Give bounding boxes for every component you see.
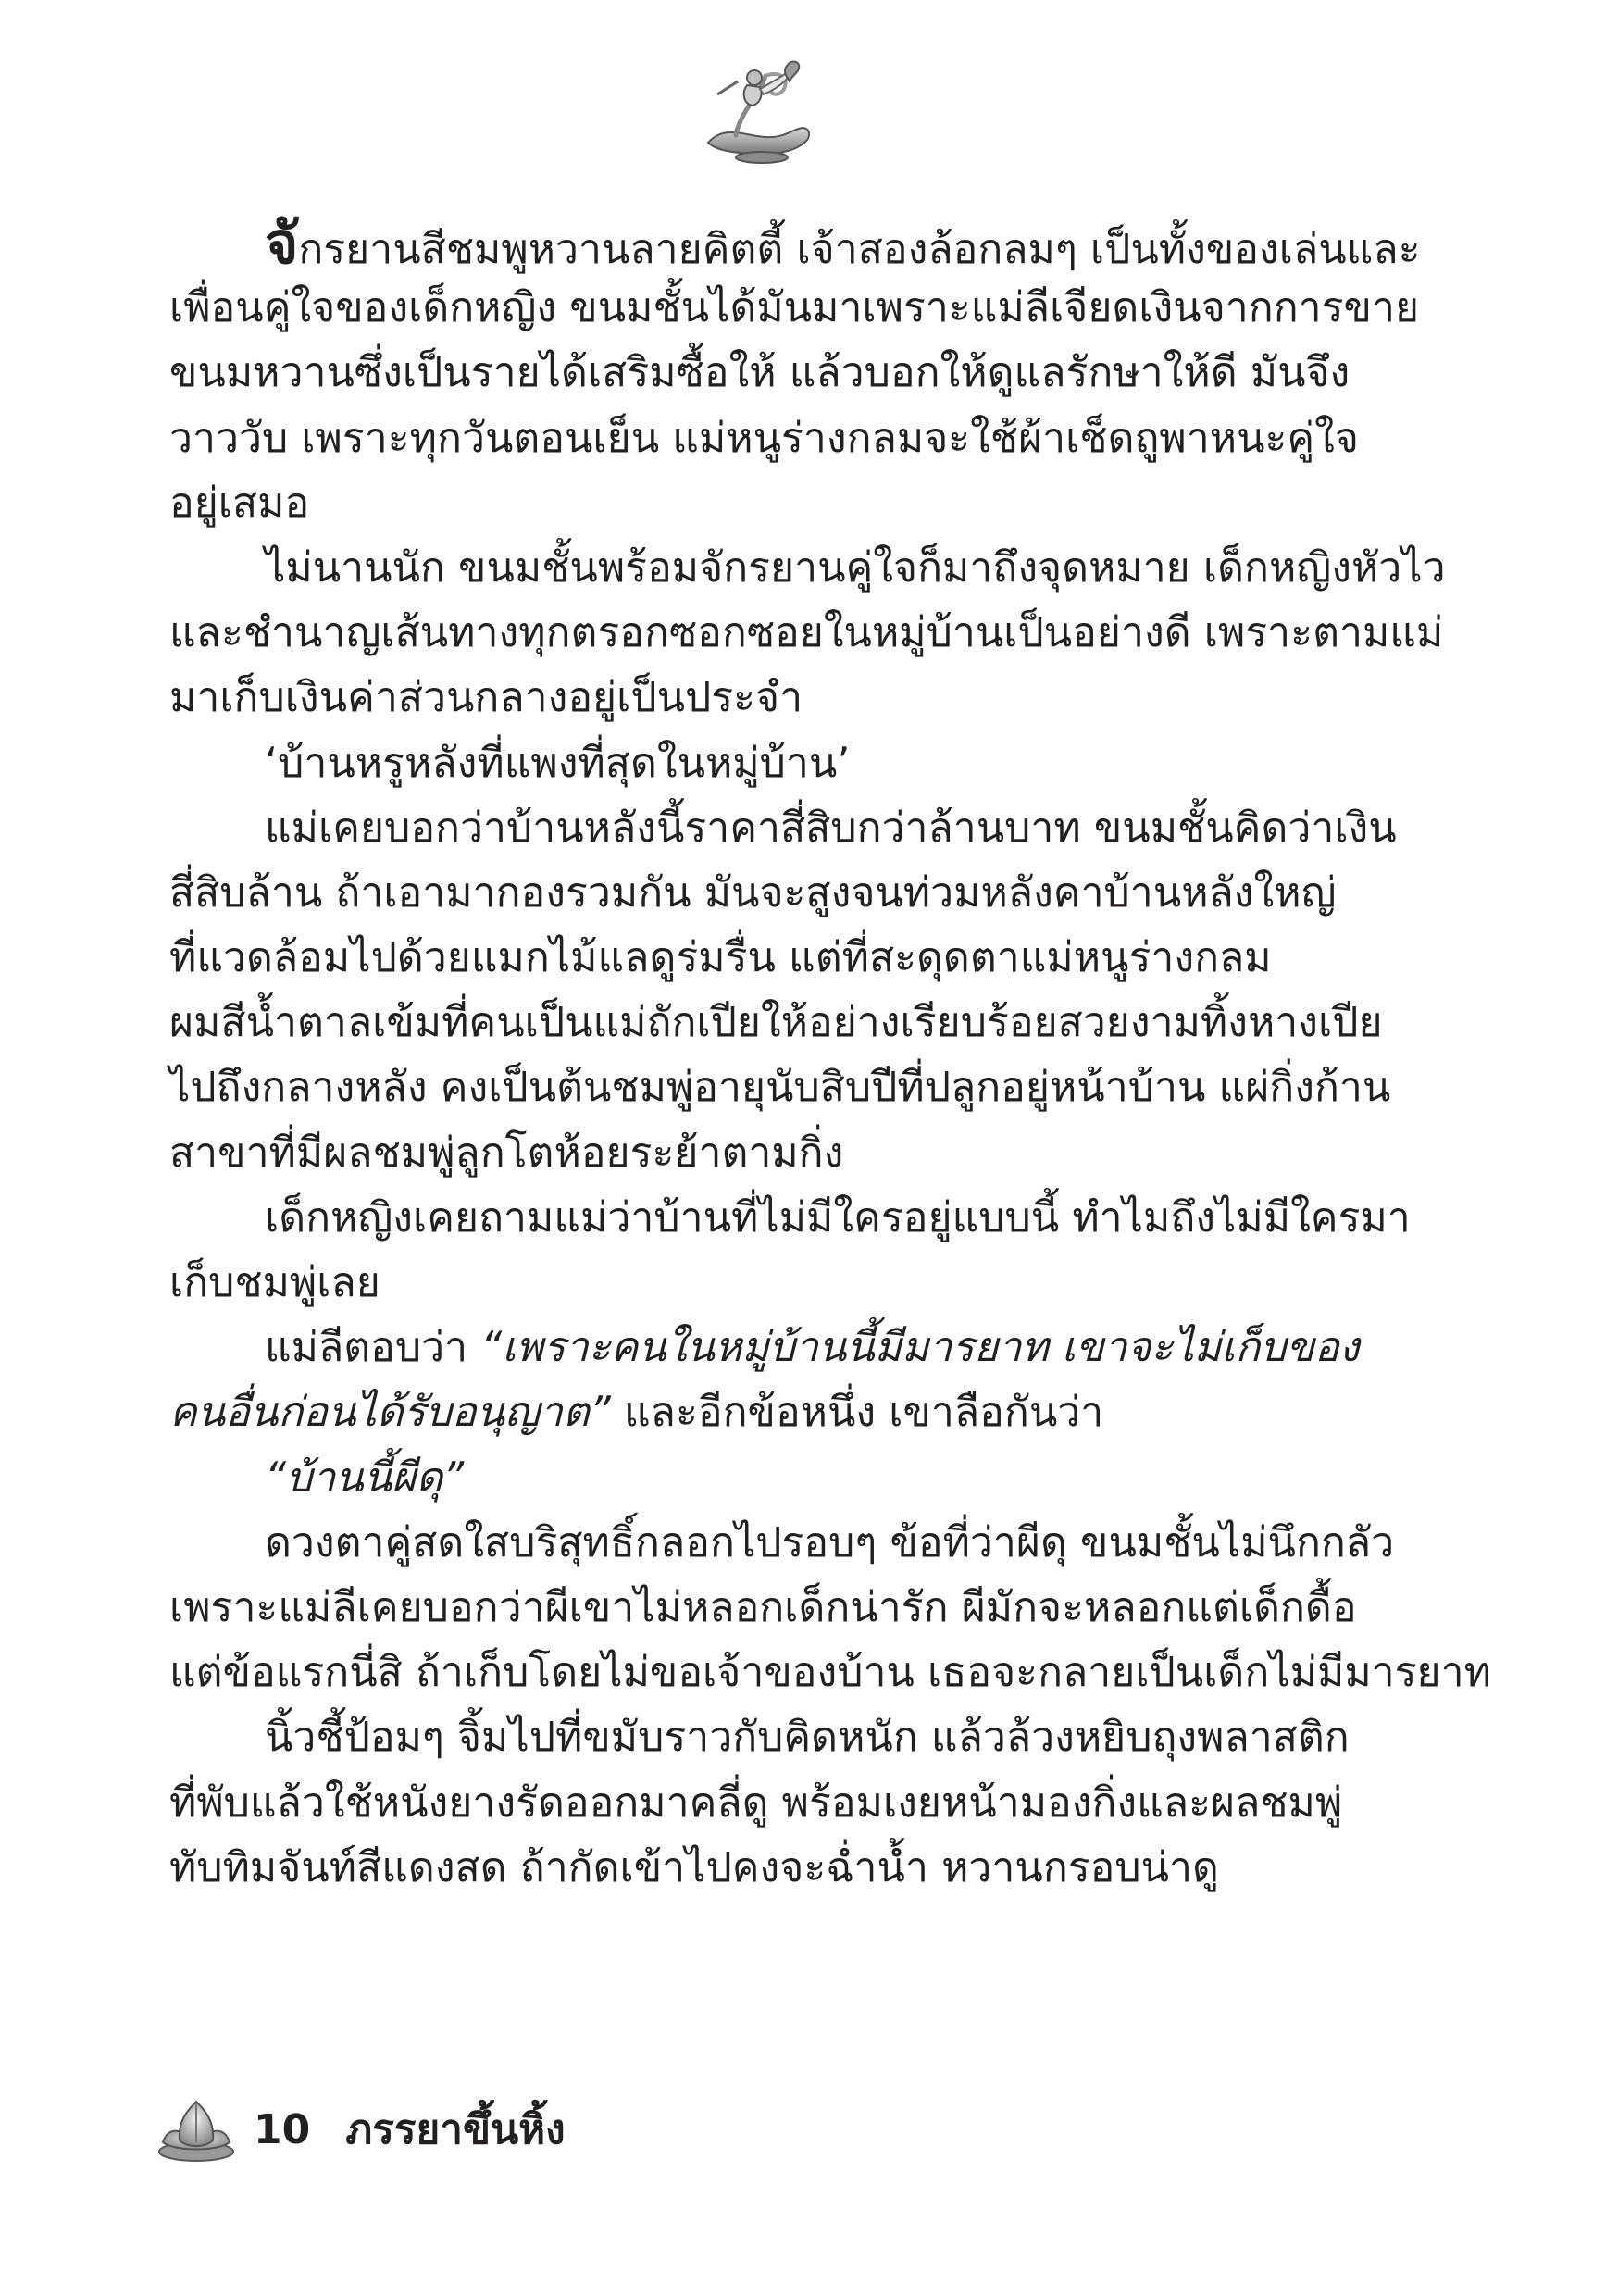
text-line: มาเก็บเงินค่าส่วนกลางอยู่เป็นประจำ [169,674,803,722]
paragraph [169,1186,1411,1316]
paragraph [169,1446,1373,1511]
text-line: สาขาที่มีผลชมพู่ลูกโตห้อยระย้าตามกิ่ง [169,1129,844,1177]
lotus-ornament-icon [156,2094,237,2165]
paragraph [169,796,1397,1186]
text-line: ทับทิมจันท์สีแดงสด ถ้ากัดเข้าไปคงจะฉ่ำน้ำ หวานกรอบน่าดู [169,1843,1219,1891]
paragraph [169,1316,1373,1445]
text-line: นิ้วชี้ป้อมๆ จิ้มไปที่ขมับราวกับคิดหนัก แล้วล้วงหยิบถุงพลาสติก [265,1714,1350,1762]
text-line: เพราะแม่ลีเคยบอกว่าผีเขาไม่หลอกเด็กน่ารัก ผีมักจะหลอกแต่เด็กดื้อ [169,1583,1357,1631]
chapter-body [169,209,1491,1901]
text-line: ผมสีน้ำตาลเข้มที่คนเป็นแม่ถักเปียให้อย่างเรียบร้อยสวยงามทิ้งหางเปีย [169,999,1383,1047]
text-line: วาววับ เพราะทุกวันตอนเย็น แม่หนูร่างกลมจะใช้ผ้าเช็ดถูพาหนะคู่ใจ [169,414,1359,462]
text-line: ที่แวดล้อมไปด้วยแมกไม้แลดูร่มรื่น แต่ที่สะดุดตาแม่หนูร่างกลม [169,934,1272,982]
quote-italic: “เพราะคนในหมู่บ้านนี้มีมารยาท เขาจะไม่เก็บของ [480,1324,1360,1372]
quote-italic: “บ้านนี้ผีดุ” [265,1454,465,1502]
page-number: 10 [254,2105,311,2153]
page-footer [156,2094,566,2165]
paragraph [169,1511,1491,1706]
drop-cap: จั [265,209,299,277]
text-line: ขนมหวานซึ่งเป็นรายได้เสริมซื้อให้ แล้วบอกให้ดูแลรักษาให้ดี มันจึง [169,349,1350,397]
text-line: ดวงตาคู่สดใสบริสุทธิ์กลอกไปรอบๆ ข้อที่ว่าผีดุ ขนมชั้นไม่นึกกลัว [265,1518,1395,1566]
paragraph [169,1705,1373,1901]
text-line: เด็กหญิงเคยถามแม่ว่าบ้านที่ไม่มีใครอยู่แบบนี้ ทำไมถึงไม่มีใครมา [265,1193,1411,1242]
text-line: และชำนาญเส้นทางทุกตรอกซอกซอยในหมู่บ้านเป็นอย่างดี เพราะตามแม่ [169,609,1444,657]
book-title: ภรรยาขึ้นหิ้ง [345,2106,566,2153]
text-line: ไปถึงกลางหลัง คงเป็นต้นชมพู่อายุนับสิบปีที่ปลูกอยู่หน้าบ้าน แผ่กิ่งก้าน [169,1064,1391,1112]
text-line: อยู่เสมอ [169,479,310,527]
text-line: เก็บชมพู่เลย [169,1259,380,1306]
text-line [169,1446,1373,1511]
text-line: สี่สิบล้าน ถ้าเอามากองรวมกัน มันจะสูงจนท่วมหลังคาบ้านหลังใหญ่ [169,868,1337,917]
quote-italic: คนอื่นก่อนได้รับอนุญาต” [169,1389,611,1437]
text-line: คนอื่นก่อนได้รับอนุญาต” และอีกข้อหนึ่ง เขาลือกันว่า [169,1389,1104,1437]
paragraph [169,536,1446,731]
text-line: จักรยานสีชมพูหวานลายคิตตี้ เจ้าสองล้อกลมๆ เป็นทั้งของเล่นและ [265,209,1421,277]
genie-lamp-with-cupid-icon [699,57,819,168]
text-line: แม่ลีตอบว่า “เพราะคนในหมู่บ้านนี้มีมารยาท เขาจะไม่เก็บของ [265,1324,1360,1372]
text-line: ที่พับแล้วใช้หนังยางรัดออกมาคลี่ดู พร้อมเงยหน้ามองกิ่งและผลชมพู่ [169,1778,1343,1827]
text-line: แม่เคยบอกว่าบ้านหลังนี้ราคาสี่สิบกว่าล้านบาท ขนมชั้นคิดว่าเงิน [265,804,1397,852]
text-line: แต่ข้อแรกนี่สิ ถ้าเก็บโดยไม่ขอเจ้าของบ้าน เธอจะกลายเป็นเด็กไม่มีมารยาท [169,1649,1491,1697]
text-line: เพื่อนคู่ใจของเด็กหญิง ขนมชั้นได้มันมาเพราะแม่ลีเจียดเงินจากการขาย [169,284,1420,332]
text-line: ไม่นานนัก ขนมชั้นพร้อมจักรยานคู่ใจก็มาถึงจุดหมาย เด็กหญิงหัวไว [265,543,1446,592]
paragraph [169,209,1421,536]
text-line: ‘บ้านหรูหลังที่แพงที่สุดในหมู่บ้าน’ [265,739,851,787]
paragraph [169,731,1373,796]
